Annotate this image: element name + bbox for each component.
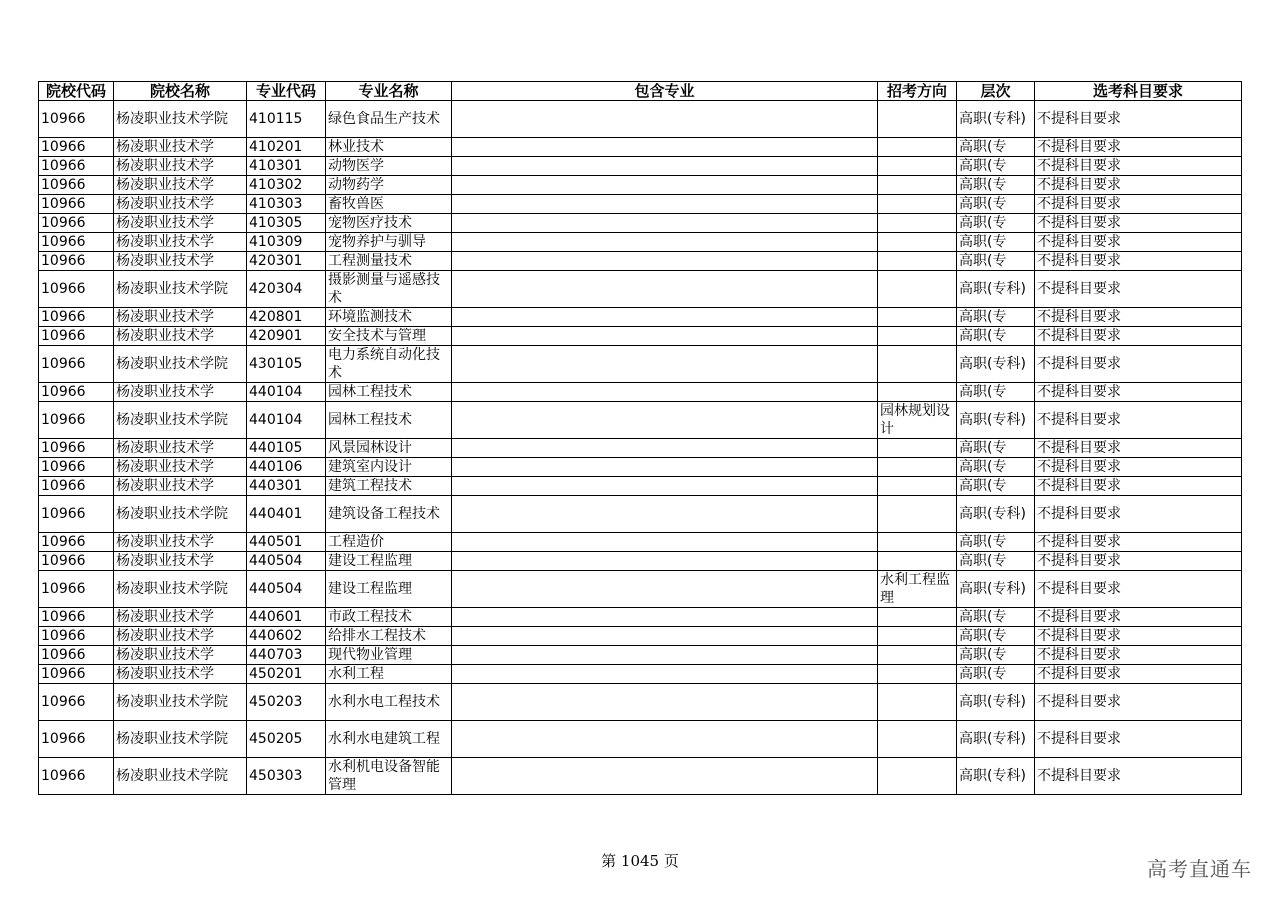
cell-included-majors	[452, 627, 878, 646]
table-row	[39, 439, 1242, 458]
cell-level: 高职(专	[957, 608, 1035, 627]
cell-major-code: 440104	[247, 383, 326, 402]
cell-subject-requirement: 不提科目要求	[1035, 271, 1242, 308]
cell-school-code: 10966	[39, 477, 114, 496]
cell-subject-requirement: 不提科目要求	[1035, 157, 1242, 176]
cell-included-majors	[452, 758, 878, 795]
cell-school-code: 10966	[39, 101, 114, 138]
cell-direction	[878, 496, 957, 533]
cell-major-name: 摄影测量与遥感技术	[326, 271, 452, 308]
header-included-majors: 包含专业	[452, 82, 878, 101]
cell-direction	[878, 533, 957, 552]
cell-included-majors	[452, 402, 878, 439]
cell-school-name: 杨凌职业技术学院	[114, 684, 247, 721]
cell-subject-requirement: 不提科目要求	[1035, 346, 1242, 383]
cell-major-name: 水利水电建筑工程	[326, 721, 452, 758]
cell-subject-requirement: 不提科目要求	[1035, 252, 1242, 271]
cell-major-name: 绿色食品生产技术	[326, 101, 452, 138]
cell-level: 高职(专	[957, 552, 1035, 571]
cell-school-name: 杨凌职业技术学	[114, 458, 247, 477]
cell-major-name: 建设工程监理	[326, 552, 452, 571]
cell-major-name: 建筑室内设计	[326, 458, 452, 477]
cell-major-name: 水利机电设备智能管理	[326, 758, 452, 795]
table-row	[39, 402, 1242, 439]
cell-level: 高职(专	[957, 195, 1035, 214]
cell-included-majors	[452, 383, 878, 402]
cell-direction: 园林规划设计	[878, 402, 957, 439]
cell-major-code: 420304	[247, 271, 326, 308]
cell-included-majors	[452, 195, 878, 214]
table-row	[39, 214, 1242, 233]
cell-included-majors	[452, 327, 878, 346]
cell-level: 高职(专科)	[957, 684, 1035, 721]
table-row	[39, 496, 1242, 533]
cell-subject-requirement: 不提科目要求	[1035, 758, 1242, 795]
cell-major-name: 工程造价	[326, 533, 452, 552]
cell-subject-requirement: 不提科目要求	[1035, 195, 1242, 214]
cell-major-code: 410305	[247, 214, 326, 233]
cell-direction	[878, 477, 957, 496]
cell-school-code: 10966	[39, 721, 114, 758]
cell-level: 高职(专	[957, 383, 1035, 402]
cell-school-code: 10966	[39, 665, 114, 684]
admissions-table	[38, 81, 1242, 795]
cell-direction	[878, 101, 957, 138]
cell-major-code: 420801	[247, 308, 326, 327]
cell-included-majors	[452, 552, 878, 571]
cell-major-name: 园林工程技术	[326, 402, 452, 439]
cell-direction: 水利工程监理	[878, 571, 957, 608]
cell-subject-requirement: 不提科目要求	[1035, 496, 1242, 533]
cell-school-name: 杨凌职业技术学	[114, 665, 247, 684]
cell-subject-requirement: 不提科目要求	[1035, 665, 1242, 684]
cell-school-code: 10966	[39, 252, 114, 271]
header-direction: 招考方向	[878, 82, 957, 101]
cell-major-name: 建设工程监理	[326, 571, 452, 608]
page-number: 第 1045 页	[601, 852, 679, 870]
cell-school-name: 杨凌职业技术学	[114, 176, 247, 195]
cell-level: 高职(专科)	[957, 721, 1035, 758]
cell-direction	[878, 627, 957, 646]
cell-major-code: 440703	[247, 646, 326, 665]
table-row	[39, 195, 1242, 214]
cell-level: 高职(专科)	[957, 101, 1035, 138]
cell-major-code: 430105	[247, 346, 326, 383]
table-row	[39, 646, 1242, 665]
cell-included-majors	[452, 439, 878, 458]
cell-major-code: 410309	[247, 233, 326, 252]
cell-school-name: 杨凌职业技术学	[114, 439, 247, 458]
header-major-name: 专业名称	[326, 82, 452, 101]
cell-school-name: 杨凌职业技术学	[114, 327, 247, 346]
cell-major-name: 水利工程	[326, 665, 452, 684]
watermark-logo: 高考直通车	[1147, 857, 1252, 881]
cell-major-code: 410303	[247, 195, 326, 214]
cell-school-code: 10966	[39, 402, 114, 439]
cell-included-majors	[452, 176, 878, 195]
cell-subject-requirement: 不提科目要求	[1035, 138, 1242, 157]
cell-school-name: 杨凌职业技术学	[114, 383, 247, 402]
cell-included-majors	[452, 214, 878, 233]
cell-school-name: 杨凌职业技术学院	[114, 496, 247, 533]
cell-major-name: 建筑设备工程技术	[326, 496, 452, 533]
table-row	[39, 684, 1242, 721]
cell-level: 高职(专	[957, 138, 1035, 157]
cell-direction	[878, 383, 957, 402]
cell-subject-requirement: 不提科目要求	[1035, 327, 1242, 346]
cell-school-code: 10966	[39, 327, 114, 346]
table-body	[39, 101, 1242, 795]
cell-level: 高职(专	[957, 214, 1035, 233]
cell-school-code: 10966	[39, 627, 114, 646]
header-school-name: 院校名称	[114, 82, 247, 101]
cell-level: 高职(专	[957, 157, 1035, 176]
cell-direction	[878, 665, 957, 684]
cell-direction	[878, 233, 957, 252]
cell-major-code: 410301	[247, 157, 326, 176]
cell-included-majors	[452, 571, 878, 608]
cell-direction	[878, 439, 957, 458]
table-row	[39, 308, 1242, 327]
cell-school-name: 杨凌职业技术学	[114, 157, 247, 176]
cell-direction	[878, 176, 957, 195]
cell-subject-requirement: 不提科目要求	[1035, 646, 1242, 665]
table-row	[39, 383, 1242, 402]
cell-major-name: 电力系统自动化技术	[326, 346, 452, 383]
table-row	[39, 458, 1242, 477]
cell-subject-requirement: 不提科目要求	[1035, 608, 1242, 627]
cell-school-code: 10966	[39, 571, 114, 608]
cell-major-code: 450201	[247, 665, 326, 684]
cell-school-code: 10966	[39, 533, 114, 552]
cell-included-majors	[452, 157, 878, 176]
cell-level: 高职(专	[957, 627, 1035, 646]
cell-major-code: 440504	[247, 571, 326, 608]
cell-major-name: 市政工程技术	[326, 608, 452, 627]
cell-major-code: 440504	[247, 552, 326, 571]
cell-major-name: 动物药学	[326, 176, 452, 195]
cell-direction	[878, 552, 957, 571]
cell-included-majors	[452, 101, 878, 138]
table-row	[39, 533, 1242, 552]
cell-subject-requirement: 不提科目要求	[1035, 684, 1242, 721]
cell-major-name: 工程测量技术	[326, 252, 452, 271]
cell-major-code: 440401	[247, 496, 326, 533]
cell-school-code: 10966	[39, 233, 114, 252]
cell-school-code: 10966	[39, 552, 114, 571]
cell-school-name: 杨凌职业技术学	[114, 138, 247, 157]
cell-direction	[878, 252, 957, 271]
cell-level: 高职(专科)	[957, 758, 1035, 795]
cell-included-majors	[452, 458, 878, 477]
cell-subject-requirement: 不提科目要求	[1035, 552, 1242, 571]
table-row	[39, 721, 1242, 758]
cell-level: 高职(专科)	[957, 271, 1035, 308]
cell-major-name: 宠物医疗技术	[326, 214, 452, 233]
table-row	[39, 138, 1242, 157]
cell-school-code: 10966	[39, 646, 114, 665]
cell-included-majors	[452, 477, 878, 496]
cell-direction	[878, 758, 957, 795]
cell-major-name: 给排水工程技术	[326, 627, 452, 646]
cell-subject-requirement: 不提科目要求	[1035, 721, 1242, 758]
cell-school-code: 10966	[39, 308, 114, 327]
cell-level: 高职(专科)	[957, 346, 1035, 383]
table-row	[39, 346, 1242, 383]
cell-major-name: 安全技术与管理	[326, 327, 452, 346]
cell-school-code: 10966	[39, 195, 114, 214]
cell-level: 高职(专	[957, 646, 1035, 665]
cell-direction	[878, 721, 957, 758]
cell-school-code: 10966	[39, 346, 114, 383]
cell-major-name: 风景园林设计	[326, 439, 452, 458]
cell-direction	[878, 271, 957, 308]
cell-major-code: 440501	[247, 533, 326, 552]
cell-school-code: 10966	[39, 758, 114, 795]
cell-level: 高职(专	[957, 327, 1035, 346]
cell-subject-requirement: 不提科目要求	[1035, 176, 1242, 195]
table-row	[39, 608, 1242, 627]
cell-major-code: 440602	[247, 627, 326, 646]
table-row	[39, 665, 1242, 684]
cell-school-name: 杨凌职业技术学院	[114, 571, 247, 608]
cell-school-code: 10966	[39, 214, 114, 233]
cell-school-code: 10966	[39, 157, 114, 176]
cell-included-majors	[452, 608, 878, 627]
cell-included-majors	[452, 665, 878, 684]
cell-major-name: 建筑工程技术	[326, 477, 452, 496]
cell-school-code: 10966	[39, 608, 114, 627]
cell-direction	[878, 684, 957, 721]
cell-level: 高职(专	[957, 308, 1035, 327]
cell-direction	[878, 157, 957, 176]
table-row	[39, 552, 1242, 571]
cell-school-code: 10966	[39, 271, 114, 308]
cell-direction	[878, 195, 957, 214]
cell-subject-requirement: 不提科目要求	[1035, 458, 1242, 477]
cell-school-name: 杨凌职业技术学	[114, 477, 247, 496]
cell-level: 高职(专	[957, 458, 1035, 477]
cell-level: 高职(专科)	[957, 571, 1035, 608]
table-row	[39, 252, 1242, 271]
table-row	[39, 758, 1242, 795]
cell-school-name: 杨凌职业技术学	[114, 533, 247, 552]
cell-subject-requirement: 不提科目要求	[1035, 214, 1242, 233]
cell-direction	[878, 308, 957, 327]
cell-subject-requirement: 不提科目要求	[1035, 308, 1242, 327]
cell-direction	[878, 646, 957, 665]
cell-major-name: 园林工程技术	[326, 383, 452, 402]
cell-school-name: 杨凌职业技术学院	[114, 101, 247, 138]
cell-school-code: 10966	[39, 138, 114, 157]
cell-school-name: 杨凌职业技术学	[114, 608, 247, 627]
cell-school-name: 杨凌职业技术学院	[114, 271, 247, 308]
cell-level: 高职(专科)	[957, 496, 1035, 533]
cell-school-code: 10966	[39, 458, 114, 477]
cell-level: 高职(专	[957, 439, 1035, 458]
cell-subject-requirement: 不提科目要求	[1035, 477, 1242, 496]
cell-direction	[878, 327, 957, 346]
cell-major-code: 440106	[247, 458, 326, 477]
cell-school-code: 10966	[39, 684, 114, 721]
table-row	[39, 571, 1242, 608]
cell-direction	[878, 346, 957, 383]
header-major-code: 专业代码	[247, 82, 326, 101]
cell-major-code: 420301	[247, 252, 326, 271]
cell-school-code: 10966	[39, 176, 114, 195]
header-row	[39, 82, 1242, 101]
cell-included-majors	[452, 252, 878, 271]
cell-major-name: 动物医学	[326, 157, 452, 176]
cell-school-name: 杨凌职业技术学	[114, 233, 247, 252]
cell-level: 高职(专	[957, 665, 1035, 684]
table-row	[39, 101, 1242, 138]
cell-subject-requirement: 不提科目要求	[1035, 533, 1242, 552]
table-row	[39, 157, 1242, 176]
table-row	[39, 477, 1242, 496]
cell-level: 高职(专	[957, 252, 1035, 271]
cell-school-code: 10966	[39, 439, 114, 458]
cell-school-name: 杨凌职业技术学院	[114, 758, 247, 795]
cell-included-majors	[452, 496, 878, 533]
cell-school-name: 杨凌职业技术学	[114, 252, 247, 271]
cell-included-majors	[452, 346, 878, 383]
table-row	[39, 176, 1242, 195]
cell-subject-requirement: 不提科目要求	[1035, 627, 1242, 646]
cell-subject-requirement: 不提科目要求	[1035, 439, 1242, 458]
cell-direction	[878, 608, 957, 627]
cell-school-name: 杨凌职业技术学	[114, 627, 247, 646]
cell-included-majors	[452, 271, 878, 308]
cell-major-code: 410302	[247, 176, 326, 195]
cell-major-code: 440301	[247, 477, 326, 496]
cell-major-name: 畜牧兽医	[326, 195, 452, 214]
cell-level: 高职(专	[957, 176, 1035, 195]
cell-direction	[878, 214, 957, 233]
header-level: 层次	[957, 82, 1035, 101]
cell-major-code: 450303	[247, 758, 326, 795]
cell-major-name: 林业技术	[326, 138, 452, 157]
cell-major-code: 410201	[247, 138, 326, 157]
cell-school-name: 杨凌职业技术学	[114, 214, 247, 233]
cell-subject-requirement: 不提科目要求	[1035, 101, 1242, 138]
cell-level: 高职(专科)	[957, 402, 1035, 439]
cell-included-majors	[452, 721, 878, 758]
cell-included-majors	[452, 233, 878, 252]
cell-major-code: 420901	[247, 327, 326, 346]
header-subject-requirement: 选考科目要求	[1035, 82, 1242, 101]
table-row	[39, 271, 1242, 308]
cell-school-name: 杨凌职业技术学	[114, 646, 247, 665]
cell-major-code: 440104	[247, 402, 326, 439]
cell-direction	[878, 458, 957, 477]
cell-included-majors	[452, 138, 878, 157]
table-row	[39, 327, 1242, 346]
cell-major-name: 宠物养护与驯导	[326, 233, 452, 252]
cell-school-name: 杨凌职业技术学	[114, 308, 247, 327]
cell-level: 高职(专	[957, 533, 1035, 552]
table-row	[39, 627, 1242, 646]
cell-major-name: 现代物业管理	[326, 646, 452, 665]
cell-level: 高职(专	[957, 233, 1035, 252]
cell-subject-requirement: 不提科目要求	[1035, 402, 1242, 439]
cell-included-majors	[452, 308, 878, 327]
cell-school-code: 10966	[39, 496, 114, 533]
cell-included-majors	[452, 646, 878, 665]
cell-school-name: 杨凌职业技术学	[114, 195, 247, 214]
cell-school-name: 杨凌职业技术学	[114, 552, 247, 571]
header-school-code: 院校代码	[39, 82, 114, 101]
cell-included-majors	[452, 684, 878, 721]
cell-school-name: 杨凌职业技术学院	[114, 402, 247, 439]
cell-major-code: 450203	[247, 684, 326, 721]
cell-included-majors	[452, 533, 878, 552]
cell-level: 高职(专	[957, 477, 1035, 496]
cell-school-name: 杨凌职业技术学院	[114, 346, 247, 383]
cell-direction	[878, 138, 957, 157]
cell-major-code: 440601	[247, 608, 326, 627]
cell-major-code: 440105	[247, 439, 326, 458]
cell-school-name: 杨凌职业技术学院	[114, 721, 247, 758]
cell-school-code: 10966	[39, 383, 114, 402]
table-row	[39, 233, 1242, 252]
cell-major-code: 410115	[247, 101, 326, 138]
cell-subject-requirement: 不提科目要求	[1035, 571, 1242, 608]
cell-subject-requirement: 不提科目要求	[1035, 233, 1242, 252]
cell-subject-requirement: 不提科目要求	[1035, 383, 1242, 402]
cell-major-name: 水利水电工程技术	[326, 684, 452, 721]
cell-major-name: 环境监测技术	[326, 308, 452, 327]
cell-major-code: 450205	[247, 721, 326, 758]
